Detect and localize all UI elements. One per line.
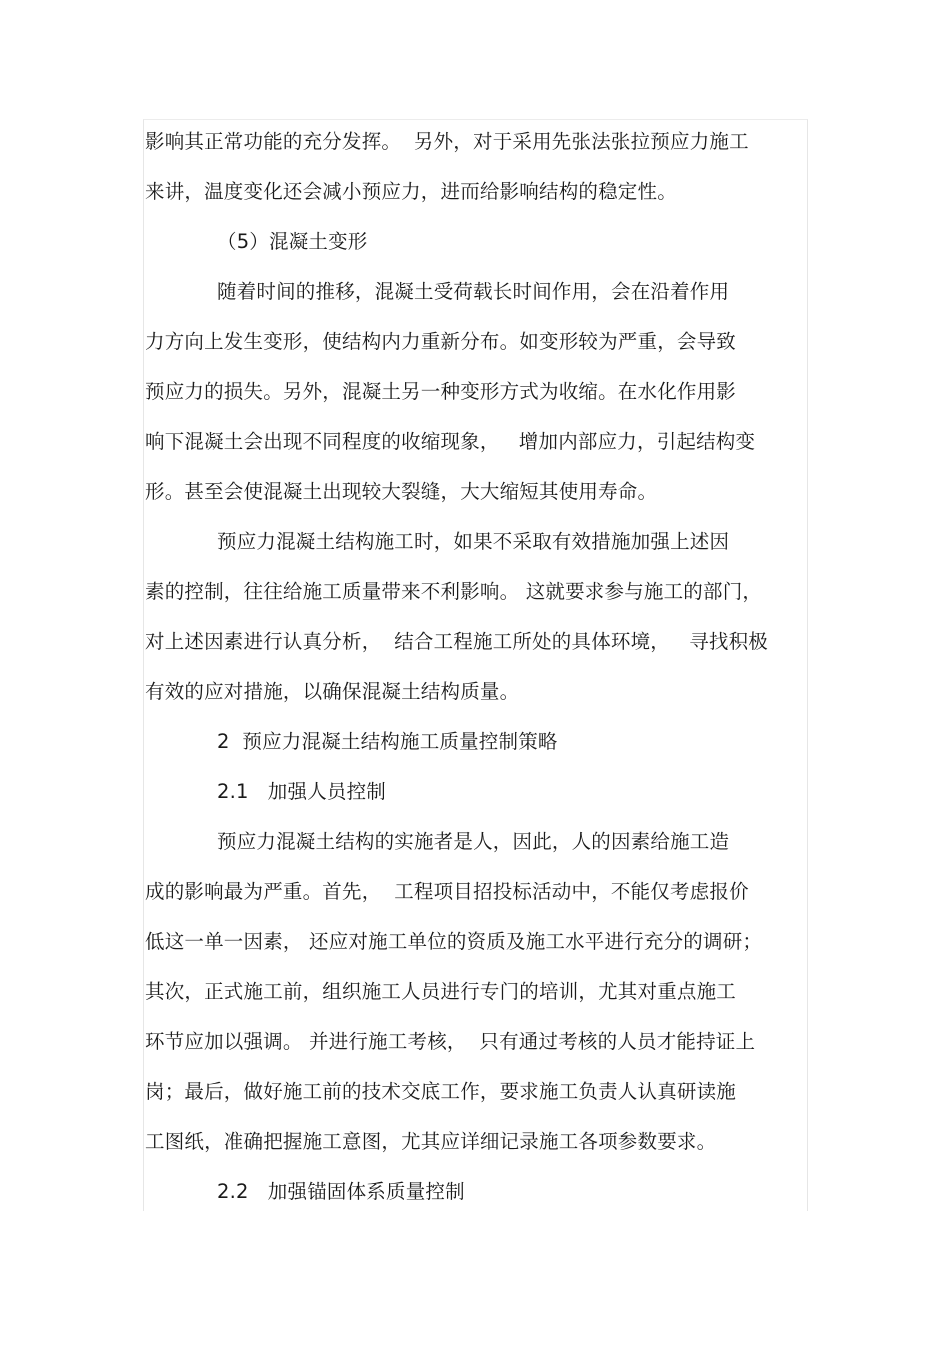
paragraph-start: 预应力混凝土结构施工时，如果不采取有效措施加强上述因 [217, 530, 730, 553]
subsection-heading: 2.2 加强锚固体系质量控制 [217, 1180, 465, 1203]
text-line: 影响其正常功能的充分发挥。 另外，对于采用先张法张拉预应力施工 [145, 130, 749, 153]
text-line: 环节应加以强调。 并进行施工考核， 只有通过考核的人员才能持证上 [145, 1030, 756, 1053]
text-line: 力方向上发生变形，使结构内力重新分布。如变形较为严重，会导致 [145, 330, 737, 353]
text-line: 成的影响最为严重。首先， 工程项目招投标活动中，不能仅考虑报价 [145, 880, 749, 903]
text-line: 对上述因素进行认真分析， 结合工程施工所处的具体环境， 寻找积极 [145, 630, 768, 653]
text-line: 工图纸，准确把握施工意图，尤其应详细记录施工各项参数要求。 [145, 1130, 717, 1153]
text-line: 其次，正式施工前，组织施工人员进行专门的培训，尤其对重点施工 [145, 980, 737, 1003]
text-line: 素的控制，往往给施工质量带来不利影响。 这就要求参与施工的部门， [145, 580, 763, 603]
text-line: 低这一单一因素， 还应对施工单位的资质及施工水平进行充分的调研； [145, 930, 763, 953]
text-line: 有效的应对措施，以确保混凝土结构质量。 [145, 680, 520, 703]
text-line: 来讲，温度变化还会减小预应力，进而给影响结构的稳定性。 [145, 180, 677, 203]
section-heading: （5）混凝土变形 [217, 230, 368, 253]
text-line: 响下混凝土会出现不同程度的收缩现象， 增加内部应力，引起结构变 [145, 430, 756, 453]
text-line: 岗；最后，做好施工前的技术交底工作，要求施工负责人认真研读施 [145, 1080, 737, 1103]
section-heading: 2 预应力混凝土结构施工质量控制策略 [217, 730, 558, 753]
subsection-heading: 2.1 加强人员控制 [217, 780, 387, 803]
paragraph-start: 随着时间的推移，混凝土受荷载长时间作用，会在沿着作用 [217, 280, 730, 303]
text-line: 预应力的损失。另外，混凝土另一种变形方式为收缩。在水化作用影 [145, 380, 737, 403]
text-line: 形。甚至会使混凝土出现较大裂缝，大大缩短其使用寿命。 [145, 480, 658, 503]
paragraph-start: 预应力混凝土结构的实施者是人，因此，人的因素给施工造 [217, 830, 730, 853]
